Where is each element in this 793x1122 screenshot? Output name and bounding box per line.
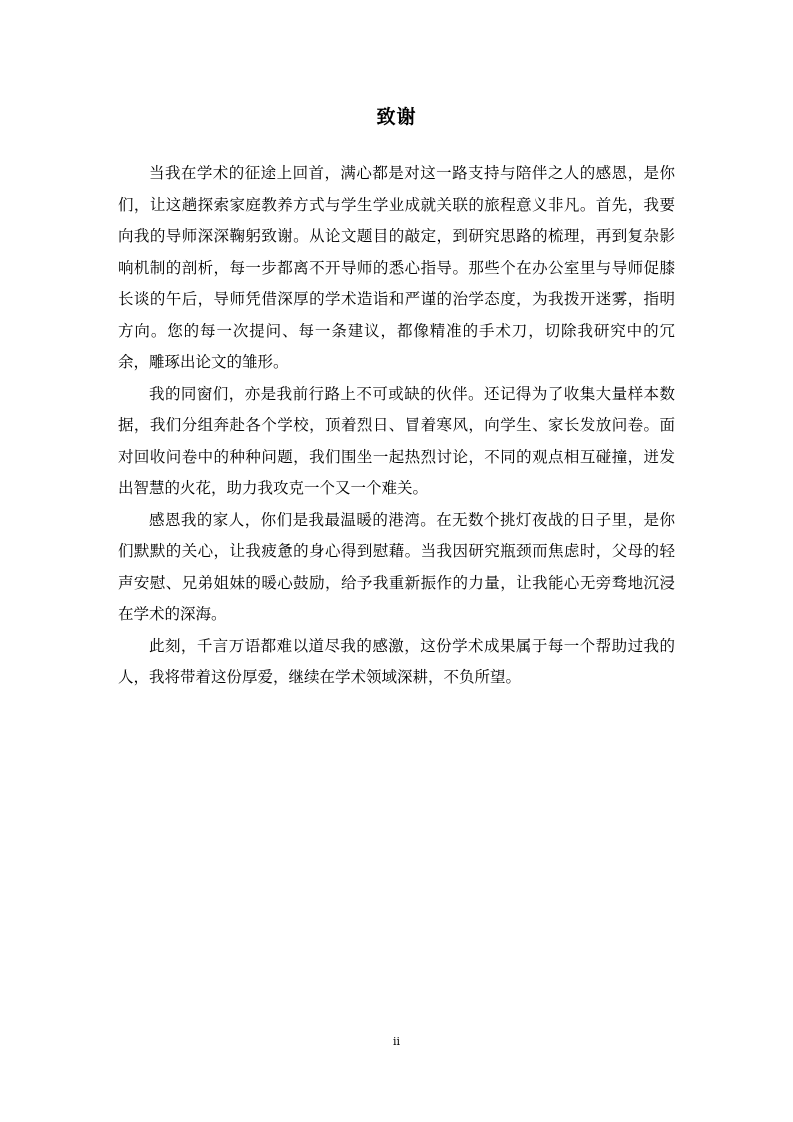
paragraph-1: 当我在学术的征途上回首，满心都是对这一路支持与陪伴之人的感恩，是你们，让这趟探索家庭教养方式与学生学业成就关联的旅程意义非凡。首先，我要向我的导师深深鞠躬致谢。从论文题目的敲定，到研究思路的梳理，再到复杂影响机制的剖析，每一步都离不开导师的悉心指导。那些个在办公室里与导师促膝长谈的午后，导师凭借深厚的学术造诣和严谨的治学态度，为我拨开迷雾，指明方向。您的每一次提问、每一条建议，都像精准的手术刀，切除我研究中的冗余，雕琢出论文的雏形。: [118, 164, 675, 371]
paragraph-3: 感恩我的家人，你们是我最温暖的港湾。在无数个挑灯夜战的日子里，是你们默默的关心，让我疲惫的身心得到慰藉。当我因研究瓶颈而焦虑时，父母的轻声安慰、兄弟姐妹的暖心鼓励，给予我重新振作的力量，让我能心无旁骛地沉浸在学术的深海。: [118, 510, 675, 623]
page-number: ii: [392, 1035, 401, 1048]
page-title: 致谢: [376, 106, 417, 128]
paragraph-4: 此刻，千言万语都难以道尽我的感激，这份学术成果属于每一个帮助过我的人，我将带着这份厚爱，继续在学术领域深耕，不负所望。: [118, 636, 675, 686]
acknowledgement-body: [118, 158, 675, 694]
paragraph-2: 我的同窗们，亦是我前行路上不可或缺的伙伴。还记得为了收集大量样本数据，我们分组奔赴各个学校，顶着烈日、冒着寒风，向学生、家长发放问卷。面对回收问卷中的种种问题，我们围坐一起热烈讨论，不同的观点相互碰撞，迸发出智慧的火花，助力我攻克一个又一个难关。: [118, 384, 675, 497]
